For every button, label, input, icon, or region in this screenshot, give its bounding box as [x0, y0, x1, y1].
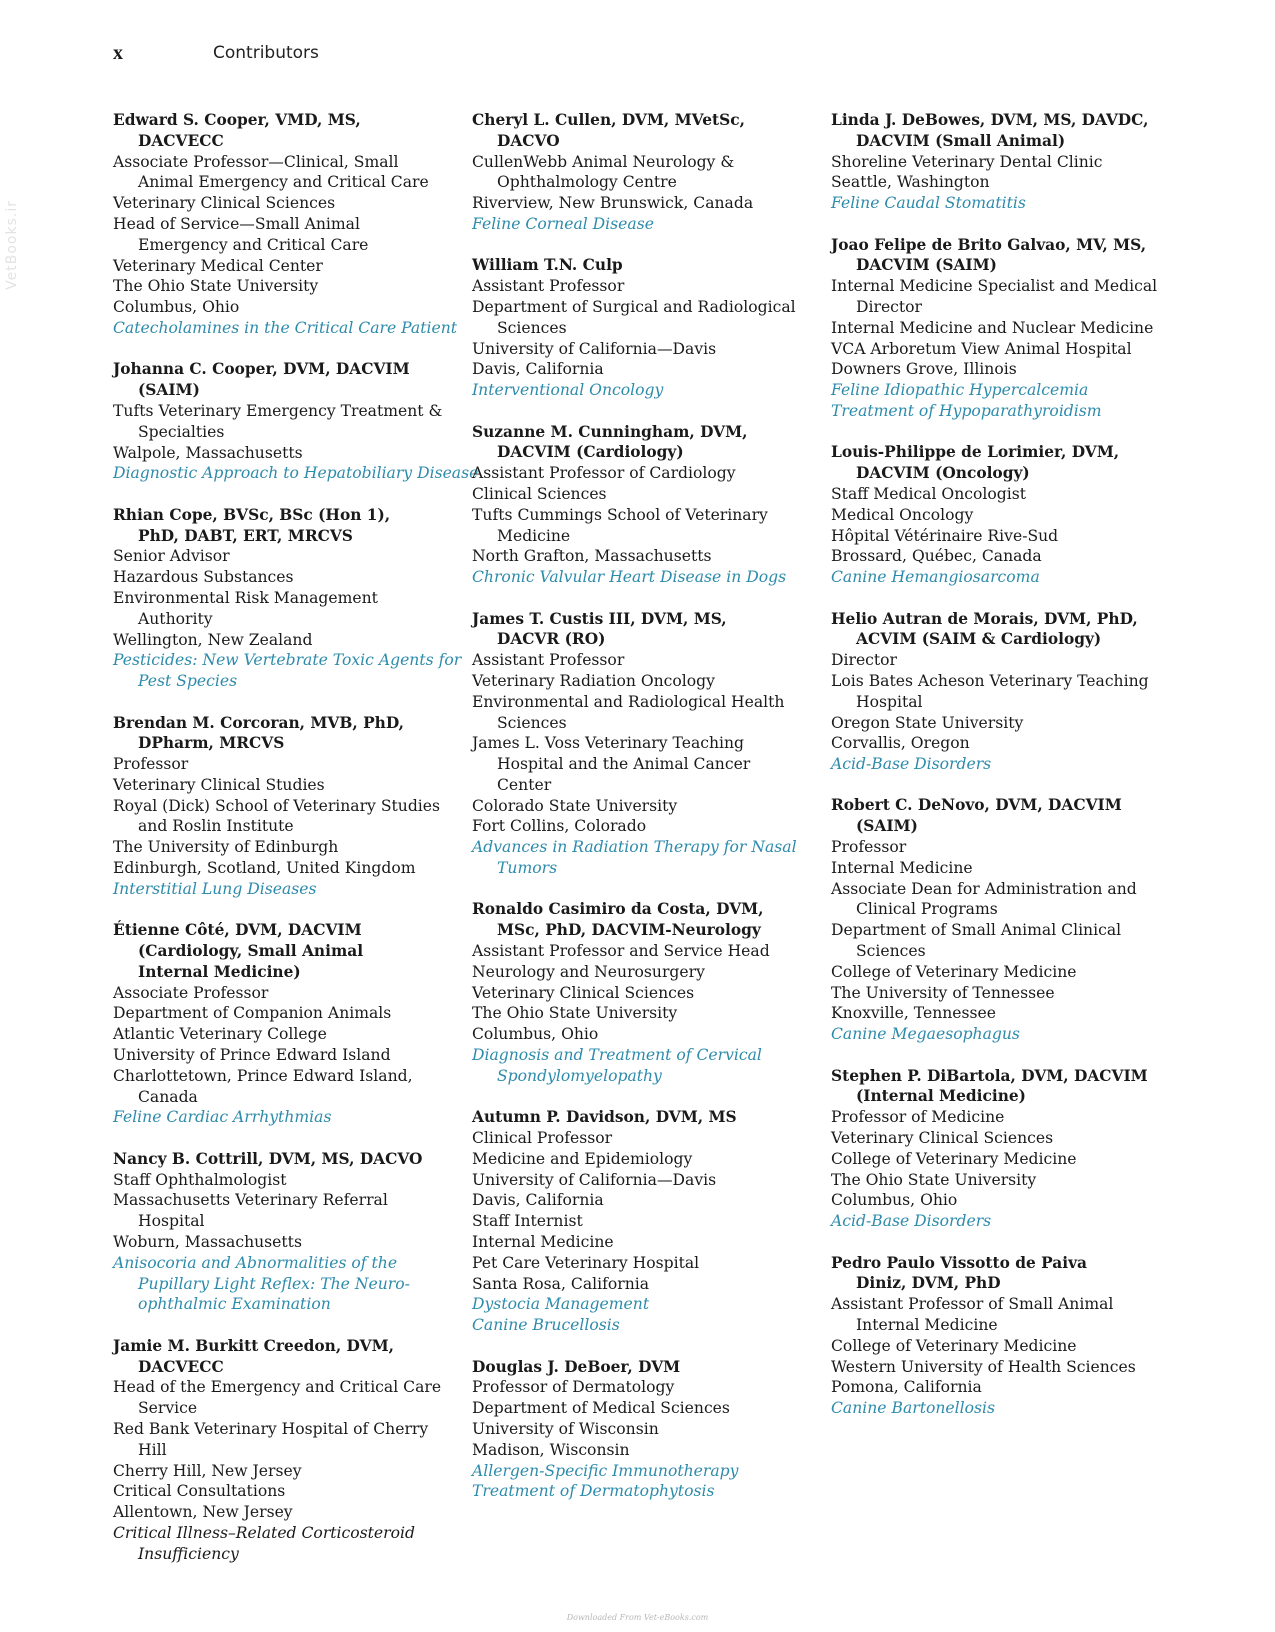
affiliation-line: College of Veterinary Medicine [831, 1336, 1077, 1355]
affiliation-line: Madison, Wisconsin [472, 1440, 630, 1459]
contributor-entry [472, 422, 817, 588]
affiliation-line: Senior Advisor [113, 547, 230, 566]
affiliation-line: College of Veterinary Medicine [831, 1149, 1077, 1168]
chapter-title: Critical Illness–Related Corticosteroid [113, 1523, 415, 1542]
affiliation-line: Hôpital Vétérinaire Rive-Sud [831, 526, 1059, 545]
affiliation-line: CullenWebb Animal Neurology & [472, 152, 735, 171]
chapter-title: Feline Cardiac Arrhythmias [113, 1108, 332, 1127]
contributor-name: Joao Felipe de Brito Galvao, MV, MS, [831, 235, 1147, 254]
contributor-name: (Internal Medicine) [856, 1087, 1026, 1106]
contributor-name: Nancy B. Cottrill, DVM, MS, DACVO [113, 1149, 423, 1168]
download-footer: Downloaded From Vet-eBooks.com [566, 1613, 709, 1622]
contributor-name: Jamie M. Burkitt Creedon, DVM, [113, 1336, 394, 1355]
contributor-entry [113, 920, 458, 1128]
affiliation-line: Critical Consultations [113, 1482, 286, 1501]
affiliation-line: Santa Rosa, California [472, 1274, 650, 1293]
affiliation-line: Assistant Professor of Cardiology [472, 464, 736, 483]
chapter-title: Canine Hemangiosarcoma [831, 568, 1040, 587]
contributor-entry [831, 1066, 1176, 1232]
affiliation-line: Hospital [138, 1212, 205, 1231]
affiliation-line: Professor of Dermatology [472, 1378, 675, 1397]
chapter-title: Chronic Valvular Heart Disease in Dogs [472, 568, 787, 587]
affiliation-line: Neurology and Neurosurgery [472, 962, 705, 981]
affiliation-line: The Ohio State University [831, 1170, 1037, 1189]
contributor-name: DACVO [497, 131, 560, 150]
affiliation-line: Associate Dean for Administration and [831, 879, 1137, 898]
contributor-entry [831, 442, 1176, 588]
affiliation-line: Lois Bates Acheson Veterinary Teaching [831, 671, 1149, 690]
affiliation-line: Medical Oncology [831, 505, 974, 524]
chapter-title: Pest Species [138, 672, 238, 691]
contributor-name: Ronaldo Casimiro da Costa, DVM, [472, 900, 764, 919]
affiliation-line: Seattle, Washington [831, 173, 990, 192]
chapter-title: Diagnostic Approach to Hepatobiliary Disease [113, 464, 479, 483]
affiliation-line: Emergency and Critical Care [138, 235, 369, 254]
chapter-title: Anisocoria and Abnormalities of the [113, 1253, 398, 1272]
affiliation-line: Canada [138, 1087, 198, 1106]
affiliation-line: Hazardous Substances [113, 568, 294, 587]
affiliation-line: Staff Internist [472, 1212, 583, 1231]
running-head: Contributors [213, 43, 319, 63]
contributor-entry [472, 609, 817, 879]
chapter-title: Canine Bartonellosis [831, 1399, 995, 1418]
contributor-name: (SAIM) [856, 817, 918, 836]
contributor-name: Autumn P. Davidson, DVM, MS [472, 1108, 737, 1127]
contributor-entry [113, 1336, 458, 1565]
contributor-name: Suzanne M. Cunningham, DVM, [472, 422, 748, 441]
contributor-name: DACVECC [138, 1357, 224, 1376]
contributor-name: (SAIM) [138, 381, 200, 400]
affiliation-line: Staff Medical Oncologist [831, 484, 1026, 503]
affiliation-line: Director [831, 651, 898, 670]
affiliation-line: Hospital [856, 692, 923, 711]
watermark: VetBooks.ir [4, 200, 20, 290]
chapter-title: Feline Caudal Stomatitis [831, 194, 1026, 213]
contributor-name: Diniz, DVM, PhD [856, 1274, 1001, 1293]
contributor-entry [472, 255, 817, 401]
page-number: x [113, 42, 123, 64]
affiliation-line: Sciences [856, 942, 926, 961]
chapter-title: Allergen-Specific Immunotherapy [472, 1461, 739, 1480]
affiliation-line: Hospital and the Animal Cancer [497, 755, 751, 774]
affiliation-line: Environmental and Radiological Health [472, 692, 785, 711]
contributor-entry [831, 1253, 1176, 1419]
affiliation-line: The University of Tennessee [831, 983, 1055, 1002]
affiliation-line: University of California—Davis [472, 1170, 717, 1189]
affiliation-line: Associate Professor [113, 983, 269, 1002]
affiliation-line: Veterinary Medical Center [113, 256, 323, 275]
affiliation-line: Clinical Sciences [472, 484, 607, 503]
affiliation-line: Tufts Cummings School of Veterinary [472, 505, 768, 524]
affiliation-line: Ophthalmology Centre [497, 173, 677, 192]
contributor-entry [113, 505, 462, 692]
contributor-name: DACVR (RO) [497, 630, 606, 649]
contributor-name: DACVIM (Cardiology) [497, 443, 684, 462]
chapter-title: Dystocia Management [472, 1295, 650, 1314]
contributor-entry [113, 1149, 458, 1315]
affiliation-line: Veterinary Clinical Sciences [472, 983, 695, 1002]
affiliation-line: Department of Companion Animals [113, 1004, 392, 1023]
contributor-name: Internal Medicine) [138, 962, 301, 981]
affiliation-line: Red Bank Veterinary Hospital of Cherry [113, 1419, 429, 1438]
contributor-name: DACVIM (SAIM) [856, 256, 997, 275]
affiliation-line: VCA Arboretum View Animal Hospital [831, 339, 1132, 358]
affiliation-line: Center [497, 775, 552, 794]
affiliation-line: Head of Service—Small Animal [113, 214, 360, 233]
affiliation-line: Massachusetts Veterinary Referral [113, 1191, 388, 1210]
chapter-title: Catecholamines in the Critical Care Patient [113, 318, 458, 337]
chapter-title: Interstitial Lung Diseases [113, 879, 317, 898]
affiliation-line: Service [138, 1399, 198, 1418]
affiliation-line: Medicine and Epidemiology [472, 1149, 693, 1168]
affiliation-line: Allentown, New Jersey [113, 1503, 293, 1522]
contributor-name: James T. Custis III, DVM, MS, [472, 609, 727, 628]
chapter-title: Pesticides: New Vertebrate Toxic Agents for [113, 651, 462, 670]
affiliation-line: Professor of Medicine [831, 1108, 1005, 1127]
affiliation-line: Authority [138, 609, 213, 628]
affiliation-line: Corvallis, Oregon [831, 734, 970, 753]
affiliation-line: University of California—Davis [472, 339, 717, 358]
chapter-title: Treatment of Hypoparathyroidism [831, 401, 1102, 420]
contributor-name: Helio Autran de Morais, DVM, PhD, [831, 609, 1138, 628]
contributors-column-3 [831, 110, 1176, 1440]
contributor-name: Edward S. Cooper, VMD, MS, [113, 111, 361, 129]
affiliation-line: North Grafton, Massachusetts [472, 547, 712, 566]
contributor-entry [472, 1107, 817, 1336]
affiliation-line: Oregon State University [831, 713, 1024, 732]
affiliation-line: Clinical Professor [472, 1129, 613, 1148]
affiliation-line: Department of Surgical and Radiological [472, 297, 796, 316]
contributor-entry [472, 899, 817, 1086]
affiliation-line: Veterinary Clinical Sciences [113, 194, 336, 213]
contributor-entry [472, 110, 817, 235]
affiliation-line: Internal Medicine [472, 1233, 614, 1252]
affiliation-line: Veterinary Radiation Oncology [472, 671, 715, 690]
affiliation-line: University of Prince Edward Island [113, 1046, 391, 1065]
contributor-name: Étienne Côté, DVM, DACVIM [113, 921, 362, 940]
affiliation-line: Royal (Dick) School of Veterinary Studies [113, 796, 441, 815]
affiliation-line: The University of Edinburgh [113, 838, 339, 857]
contributor-name: Louis-Philippe de Lorimier, DVM, [831, 443, 1120, 462]
contributor-name: DPharm, MRCVS [138, 734, 285, 753]
chapter-title: Acid-Base Disorders [831, 1212, 992, 1231]
affiliation-line: Hill [138, 1440, 167, 1459]
affiliation-line: Internal Medicine Specialist and Medical [831, 277, 1158, 296]
chapter-title: Treatment of Dermatophytosis [472, 1482, 715, 1501]
affiliation-line: College of Veterinary Medicine [831, 962, 1077, 981]
affiliation-line: Staff Ophthalmologist [113, 1170, 287, 1189]
chapter-title: Tumors [497, 859, 558, 878]
contributor-name: William T.N. Culp [472, 256, 623, 275]
chapter-title: Diagnosis and Treatment of Cervical [472, 1046, 762, 1065]
affiliation-line: Cherry Hill, New Jersey [113, 1461, 302, 1480]
contributor-name: Robert C. DeNovo, DVM, DACVIM [831, 796, 1122, 815]
affiliation-line: Columbus, Ohio [831, 1191, 958, 1210]
affiliation-line: Clinical Programs [856, 900, 998, 919]
contributor-name: Linda J. DeBowes, DVM, MS, DAVDC, [831, 111, 1149, 129]
chapter-title: Interventional Oncology [472, 381, 664, 400]
contributor-name: Brendan M. Corcoran, MVB, PhD, [113, 713, 405, 732]
affiliation-line: Specialties [138, 422, 225, 441]
contributor-name: DACVIM (Small Animal) [856, 131, 1066, 150]
affiliation-line: Internal Medicine [831, 858, 973, 877]
affiliation-line: Davis, California [472, 1191, 604, 1210]
affiliation-line: Internal Medicine and Nuclear Medicine [831, 318, 1154, 337]
chapter-title: Advances in Radiation Therapy for Nasal [472, 838, 797, 857]
contributor-name: MSc, PhD, DACVIM-Neurology [497, 921, 761, 940]
affiliation-line: Tufts Veterinary Emergency Treatment & [113, 401, 443, 420]
chapter-title: ophthalmic Examination [138, 1295, 331, 1314]
affiliation-line: Walpole, Massachusetts [113, 443, 303, 462]
contributor-entry [831, 110, 1176, 214]
affiliation-line: Western University of Health Sciences [831, 1357, 1136, 1376]
affiliation-line: Riverview, New Brunswick, Canada [472, 194, 754, 213]
affiliation-line: The Ohio State University [472, 1004, 678, 1023]
affiliation-line: Veterinary Clinical Studies [113, 775, 325, 794]
contributor-entry [472, 1357, 817, 1503]
chapter-title: Canine Brucellosis [472, 1316, 620, 1335]
affiliation-line: Head of the Emergency and Critical Care [113, 1378, 442, 1397]
affiliation-line: Assistant Professor [472, 277, 625, 296]
chapter-title: Feline Corneal Disease [472, 214, 654, 233]
contributor-entry [113, 713, 458, 900]
affiliation-line: Wellington, New Zealand [113, 630, 313, 649]
contributor-name: (Cardiology, Small Animal [138, 942, 364, 961]
affiliation-line: University of Wisconsin [472, 1419, 659, 1438]
affiliation-line: Professor [831, 838, 907, 857]
contributor-name: DACVECC [138, 131, 224, 150]
affiliation-line: and Roslin Institute [138, 817, 294, 836]
contributor-name: Johanna C. Cooper, DVM, DACVIM [113, 360, 410, 379]
affiliation-line: Edinburgh, Scotland, United Kingdom [113, 859, 416, 878]
contributors-column-2 [472, 110, 817, 1523]
contributor-name: Pedro Paulo Vissotto de Paiva [831, 1253, 1087, 1272]
affiliation-line: Sciences [497, 318, 567, 337]
affiliation-line: Professor [113, 755, 189, 774]
affiliation-line: Colorado State University [472, 796, 678, 815]
contributor-entry [113, 110, 458, 339]
contributor-entry [831, 609, 1176, 775]
affiliation-line: Downers Grove, Illinois [831, 360, 1017, 379]
affiliation-line: The Ohio State University [113, 277, 319, 296]
chapter-title: Feline Idiopathic Hypercalcemia [831, 381, 1089, 400]
contributor-name: Rhian Cope, BVSc, BSc (Hon 1), [113, 505, 391, 524]
contributor-name: Douglas J. DeBoer, DVM [472, 1357, 681, 1376]
affiliation-line: Director [856, 297, 923, 316]
chapter-title: Canine Megaesophagus [831, 1025, 1020, 1044]
affiliation-line: Columbus, Ohio [472, 1025, 599, 1044]
contributor-entry [831, 795, 1176, 1045]
affiliation-line: Brossard, Québec, Canada [831, 547, 1042, 566]
affiliation-line: Shoreline Veterinary Dental Clinic [831, 152, 1103, 171]
affiliation-line: Department of Small Animal Clinical [831, 921, 1122, 940]
contributor-name: DACVIM (Oncology) [856, 464, 1030, 483]
contributor-entry [831, 235, 1176, 422]
affiliation-line: Assistant Professor [472, 651, 625, 670]
page-header [113, 42, 1213, 70]
contributor-entry [113, 359, 479, 484]
affiliation-line: Department of Medical Sciences [472, 1399, 730, 1418]
contributors-column-1 [113, 110, 479, 1585]
chapter-title: Pupillary Light Reflex: The Neuro- [138, 1274, 410, 1293]
contributor-name: PhD, DABT, ERT, MRCVS [138, 526, 353, 545]
chapter-title: Spondylomyelopathy [497, 1066, 662, 1085]
chapter-title: Insufficiency [138, 1544, 239, 1563]
contributor-name: Cheryl L. Cullen, DVM, MVetSc, [472, 111, 745, 129]
affiliation-line: Columbus, Ohio [113, 298, 240, 317]
chapter-title: Acid-Base Disorders [831, 755, 992, 774]
contributor-name: ACVIM (SAIM & Cardiology) [856, 630, 1102, 649]
affiliation-line: Associate Professor—Clinical, Small [113, 152, 399, 171]
affiliation-line: Veterinary Clinical Sciences [831, 1129, 1054, 1148]
contributor-name: Stephen P. DiBartola, DVM, DACVIM [831, 1066, 1148, 1085]
affiliation-line: Animal Emergency and Critical Care [138, 173, 429, 192]
affiliation-line: Assistant Professor of Small Animal [831, 1295, 1114, 1314]
affiliation-line: Davis, California [472, 360, 604, 379]
affiliation-line: Charlottetown, Prince Edward Island, [113, 1066, 413, 1085]
affiliation-line: Atlantic Veterinary College [113, 1025, 327, 1044]
affiliation-line: Medicine [497, 526, 571, 545]
affiliation-line: Sciences [497, 713, 567, 732]
affiliation-line: Pomona, California [831, 1378, 982, 1397]
affiliation-line: James L. Voss Veterinary Teaching [472, 734, 745, 753]
affiliation-line: Internal Medicine [856, 1316, 998, 1334]
affiliation-line: Environmental Risk Management [113, 588, 378, 607]
affiliation-line: Assistant Professor and Service Head [472, 942, 770, 961]
affiliation-line: Knoxville, Tennessee [831, 1004, 996, 1023]
affiliation-line: Pet Care Veterinary Hospital [472, 1253, 700, 1272]
affiliation-line: Fort Collins, Colorado [472, 817, 647, 836]
affiliation-line: Woburn, Massachusetts [113, 1233, 302, 1252]
